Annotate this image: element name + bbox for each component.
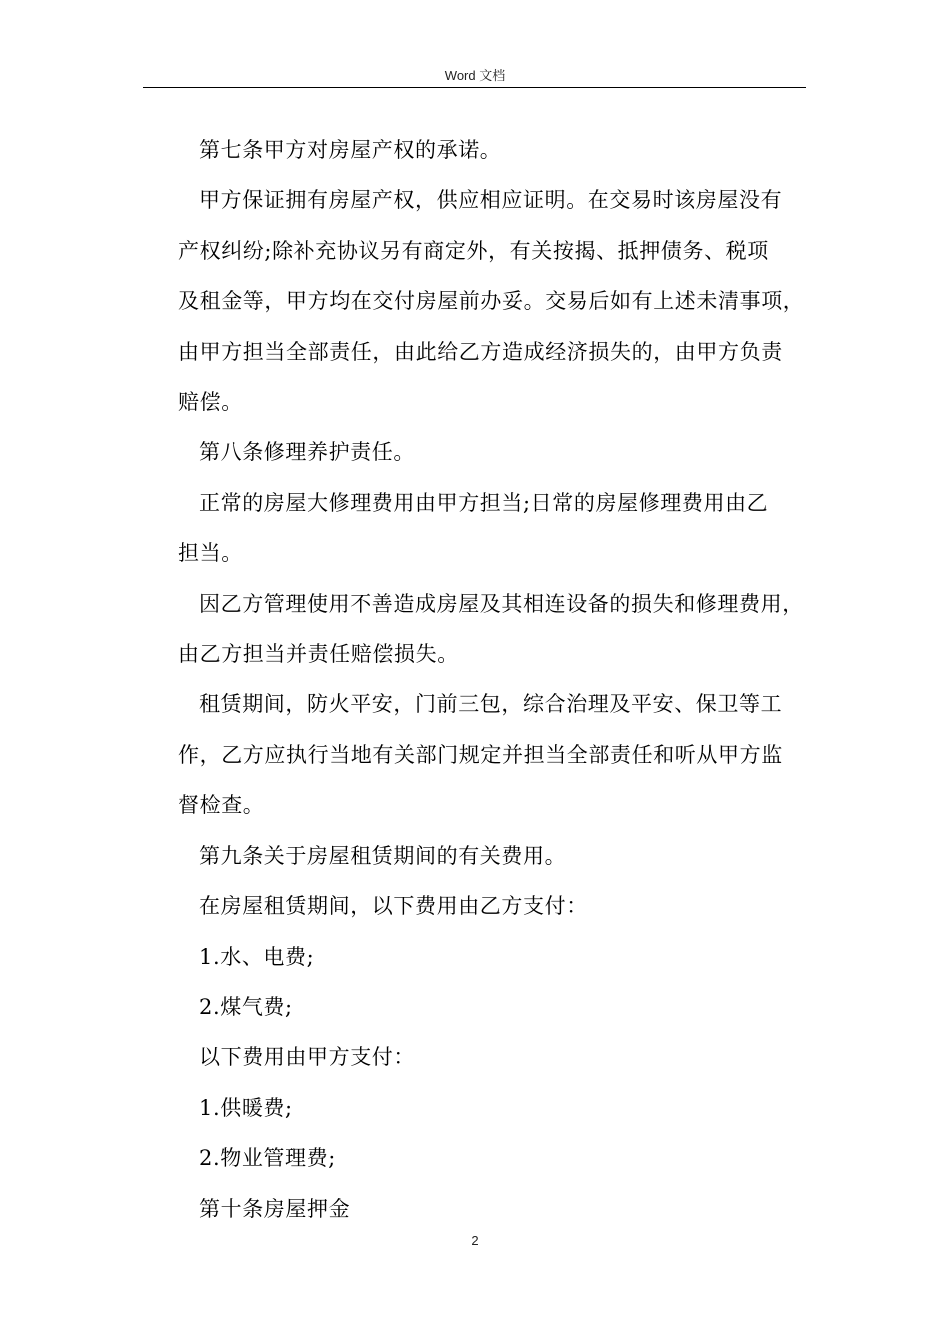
- paragraph: 在房屋租赁期间，以下费用由乙方支付：: [199, 894, 588, 919]
- paragraph: 因乙方管理使用不善造成房屋及其相连设备的损失和修理费用， 由乙方担当并责任赔偿损失。: [178, 591, 804, 667]
- paragraph: 第九条关于房屋租赁期间的有关费用。: [199, 843, 567, 868]
- paragraph: 1.水、电费;: [199, 944, 315, 969]
- header-divider: [143, 87, 806, 88]
- paragraph: 租赁期间，防火平安，门前三包，综合治理及平安、保卫等工 作，乙方应执行当地有关部门规定并担当全部责任和听从甲方监 督检查。: [178, 692, 783, 818]
- paragraph: 第八条修理养护责任。: [199, 440, 415, 465]
- paragraph: 1.供暖费;: [199, 1095, 293, 1120]
- page-number: 2: [471, 1233, 479, 1248]
- paragraph: 2.煤气费;: [199, 994, 293, 1019]
- paragraph: 甲方保证拥有房屋产权，供应相应证明。在交易时该房屋没有 产权纠纷;除补充协议另有商定外，有关按揭、抵押债务、税项 及租金等，甲方均在交付房屋前办妥。交易后如有上述未清事项， 由甲方担当全部责任，由此给乙方造成经济损失的，由甲方负责 赔偿。: [178, 188, 805, 415]
- paragraph: 以下费用由甲方支付：: [199, 1045, 415, 1070]
- paragraph: 2.物业管理费;: [199, 1146, 336, 1171]
- paragraph: 第十条房屋押金: [199, 1196, 351, 1221]
- document-body: [178, 125, 818, 1234]
- document-header: Word 文档: [444, 68, 506, 83]
- paragraph: 第七条甲方对房屋产权的承诺。: [199, 138, 502, 162]
- paragraph: 正常的房屋大修理费用由甲方担当;日常的房屋修理费用由乙 担当。: [178, 490, 769, 566]
